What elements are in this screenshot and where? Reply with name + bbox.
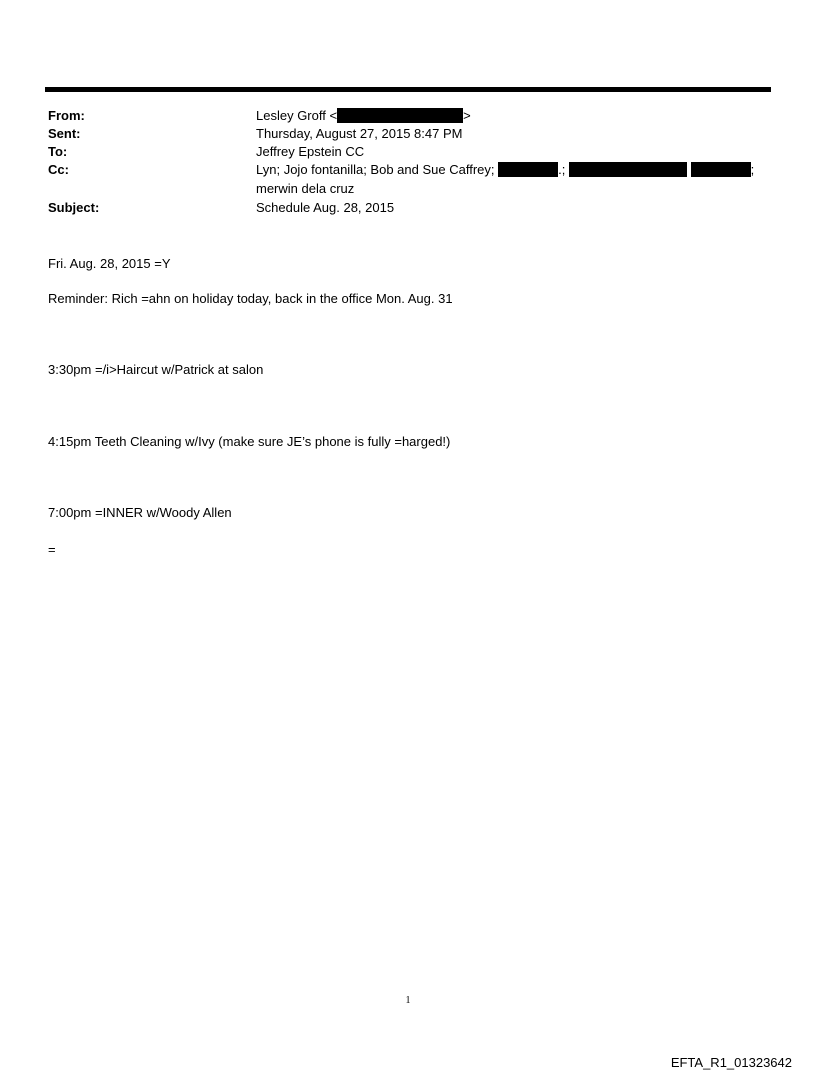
body-schedule-item: 3:30pm =/i>Haircut w/Patrick at salon <box>48 362 264 377</box>
redaction-box <box>569 162 687 177</box>
sent-label: Sent: <box>48 126 81 141</box>
subject-label: Subject: <box>48 200 100 215</box>
redaction-box <box>337 108 463 123</box>
header-rule <box>45 87 771 92</box>
body-schedule-item: 4:15pm Teeth Cleaning w/Ivy (make sure JE’s phone is fully =harged!) <box>48 434 451 449</box>
subject-value: Schedule Aug. 28, 2015 <box>256 200 395 215</box>
cc-separator: .; <box>558 162 566 177</box>
to-value: Jeffrey Epstein CC <box>256 144 365 159</box>
body-trailing-line: = <box>48 542 56 557</box>
cc-value <box>256 161 754 179</box>
bates-number: EFTA_R1_01323642 <box>670 1055 792 1070</box>
from-label: From: <box>48 108 85 123</box>
to-label: To: <box>48 144 68 159</box>
from-name: Lesley Groff < <box>256 108 338 123</box>
cc-value-line2: merwin dela cruz <box>256 181 355 196</box>
cc-label: Cc: <box>48 162 69 177</box>
from-close: > <box>463 108 471 123</box>
body-reminder-line: Reminder: Rich =ahn on holiday today, back in the office Mon. Aug. 31 <box>48 291 453 306</box>
sent-value: Thursday, August 27, 2015 8:47 PM <box>256 126 463 141</box>
from-value <box>256 107 471 125</box>
cc-separator: ; <box>750 162 755 177</box>
redaction-box <box>498 162 558 177</box>
redaction-box <box>691 162 751 177</box>
body-schedule-item: 7:00pm =INNER w/Woody Allen <box>48 505 232 520</box>
cc-names: Lyn; Jojo fontanilla; Bob and Sue Caffrey; <box>256 162 495 177</box>
page-number: 1 <box>405 995 411 1006</box>
body-date-line: Fri. Aug. 28, 2015 =Y <box>48 256 171 271</box>
